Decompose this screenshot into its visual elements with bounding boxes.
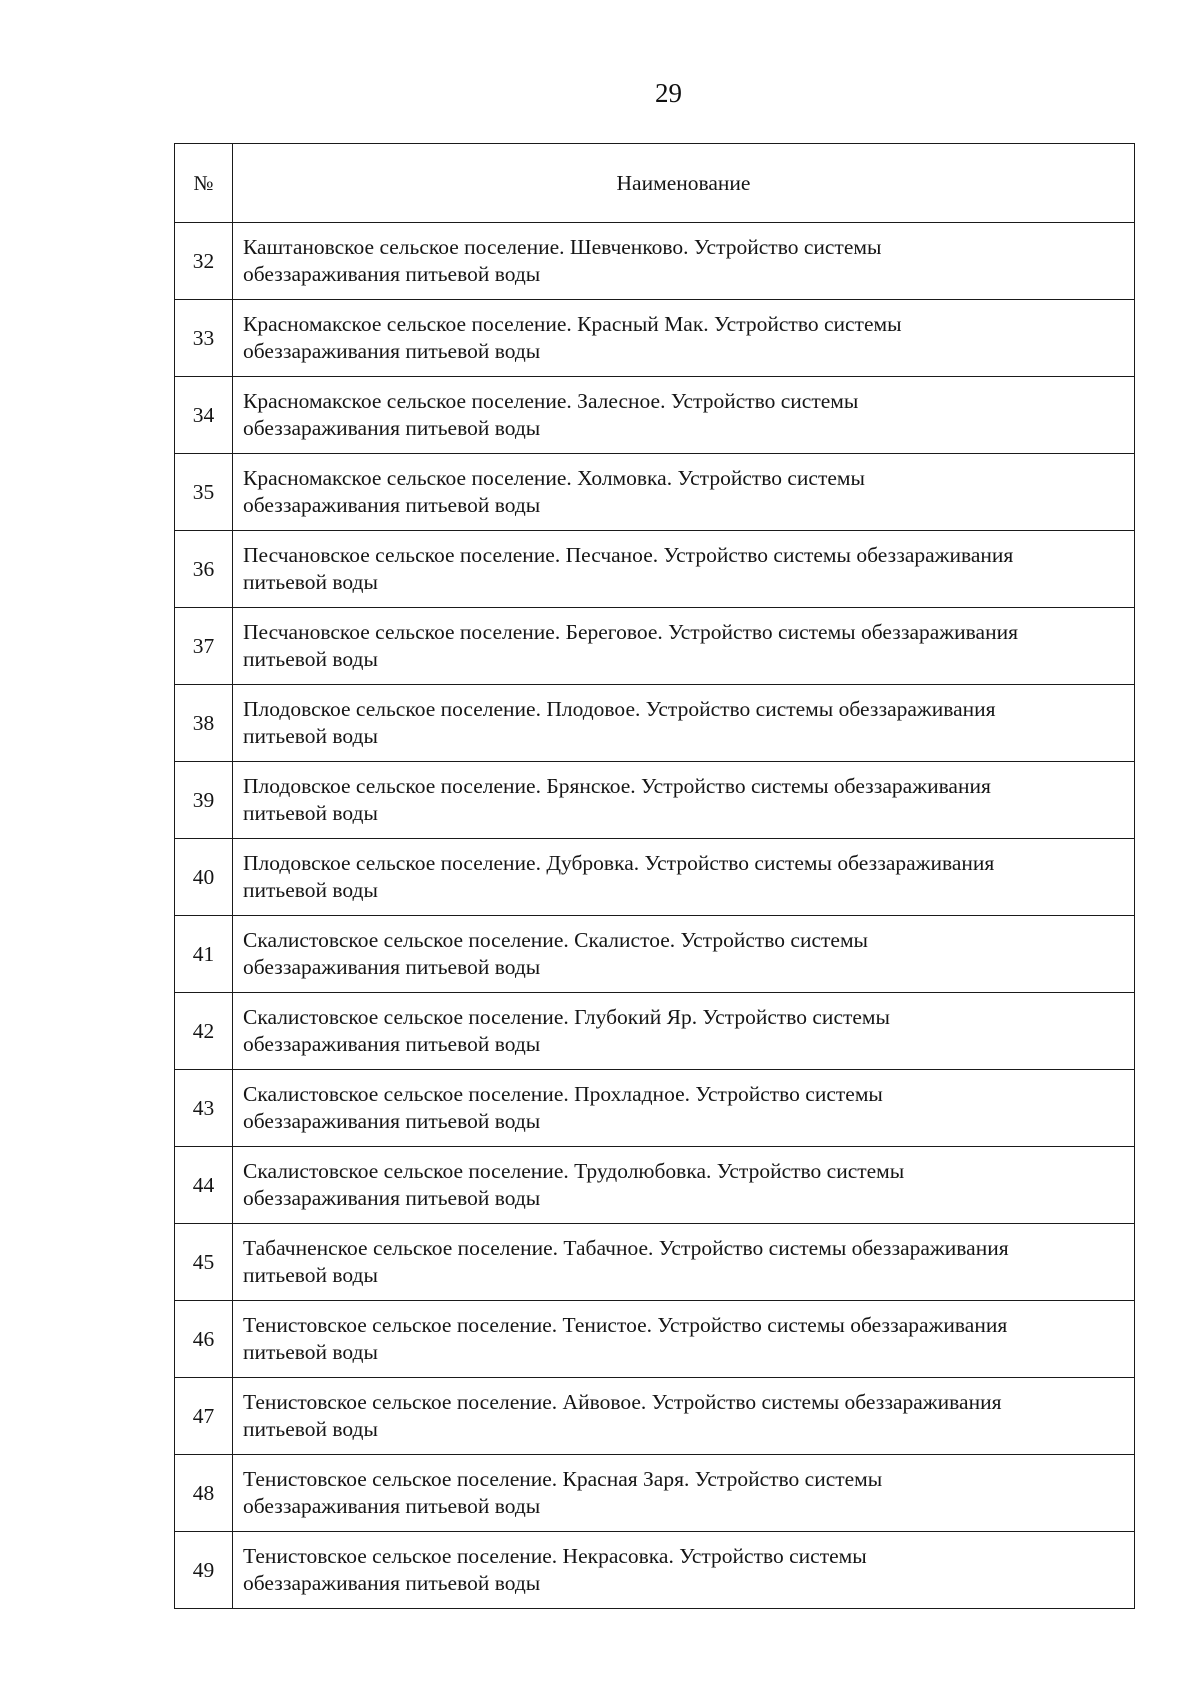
row-name-line1: Красномакское сельское поселение. Красный Мак. Устройство системы — [243, 312, 902, 336]
row-number: 39 — [175, 762, 233, 839]
row-name-line2: питьевой воды — [243, 647, 378, 671]
row-name — [233, 916, 1135, 993]
row-name-line2: питьевой воды — [243, 570, 378, 594]
table-row — [175, 762, 1135, 839]
row-name — [233, 1301, 1135, 1378]
row-name-line1: Красномакское сельское поселение. Залесное. Устройство системы — [243, 389, 859, 413]
row-name-line1: Плодовское сельское поселение. Дубровка. Устройство системы обеззараживания — [243, 851, 995, 875]
row-name — [233, 685, 1135, 762]
table-row — [175, 300, 1135, 377]
row-number: 45 — [175, 1224, 233, 1301]
row-name-line2: обеззараживания питьевой воды — [243, 493, 541, 517]
row-name — [233, 1070, 1135, 1147]
row-name-line1: Песчановское сельское поселение. Песчаное. Устройство системы обеззараживания — [243, 543, 1014, 567]
row-name-line2: обеззараживания питьевой воды — [243, 416, 541, 440]
row-name-line1: Скалистовское сельское поселение. Прохладное. Устройство системы — [243, 1082, 883, 1106]
row-name-line1: Скалистовское сельское поселение. Трудолюбовка. Устройство системы — [243, 1159, 905, 1183]
row-name-line1: Красномакское сельское поселение. Холмовка. Устройство системы — [243, 466, 865, 490]
table-row — [175, 454, 1135, 531]
row-name-line2: обеззараживания питьевой воды — [243, 1494, 541, 1518]
row-name — [233, 1224, 1135, 1301]
row-name — [233, 377, 1135, 454]
table-row — [175, 223, 1135, 300]
row-name-line2: питьевой воды — [243, 1263, 378, 1287]
table-row — [175, 1070, 1135, 1147]
row-number: 35 — [175, 454, 233, 531]
table-row — [175, 608, 1135, 685]
row-name-line2: питьевой воды — [243, 1340, 378, 1364]
row-name-line1: Тенистовское сельское поселение. Айвовое. Устройство системы обеззараживания — [243, 1390, 1002, 1414]
row-name — [233, 1378, 1135, 1455]
row-number: 48 — [175, 1455, 233, 1532]
table-row — [175, 377, 1135, 454]
row-name — [233, 300, 1135, 377]
table-row — [175, 1224, 1135, 1301]
row-number: 41 — [175, 916, 233, 993]
row-name — [233, 223, 1135, 300]
table-header-row — [175, 144, 1135, 223]
row-number: 40 — [175, 839, 233, 916]
row-name-line2: питьевой воды — [243, 801, 378, 825]
row-name — [233, 1147, 1135, 1224]
row-name-line1: Тенистовское сельское поселение. Некрасовка. Устройство системы — [243, 1544, 867, 1568]
row-name-line2: питьевой воды — [243, 878, 378, 902]
page-number: 29 — [655, 78, 682, 108]
table-row — [175, 916, 1135, 993]
table-row — [175, 1378, 1135, 1455]
row-number: 34 — [175, 377, 233, 454]
table-row — [175, 1455, 1135, 1532]
row-name-line2: обеззараживания питьевой воды — [243, 1032, 541, 1056]
row-name-line2: питьевой воды — [243, 724, 378, 748]
row-name — [233, 1532, 1135, 1609]
row-name — [233, 839, 1135, 916]
row-number: 32 — [175, 223, 233, 300]
row-name-line2: обеззараживания питьевой воды — [243, 1186, 541, 1210]
row-number: 38 — [175, 685, 233, 762]
row-name-line1: Песчановское сельское поселение. Береговое. Устройство системы обеззараживания — [243, 620, 1018, 644]
table-row — [175, 531, 1135, 608]
row-name-line2: обеззараживания питьевой воды — [243, 955, 541, 979]
row-number: 33 — [175, 300, 233, 377]
table-row — [175, 1301, 1135, 1378]
row-number: 36 — [175, 531, 233, 608]
row-number: 46 — [175, 1301, 233, 1378]
row-name-line2: питьевой воды — [243, 1417, 378, 1441]
table-row — [175, 685, 1135, 762]
row-name-line1: Тенистовское сельское поселение. Тенистое. Устройство системы обеззараживания — [243, 1313, 1008, 1337]
row-number: 37 — [175, 608, 233, 685]
row-name-line2: обеззараживания питьевой воды — [243, 339, 541, 363]
row-number: 44 — [175, 1147, 233, 1224]
row-name-line1: Скалистовское сельское поселение. Скалистое. Устройство системы — [243, 928, 868, 952]
table-row — [175, 839, 1135, 916]
table-row — [175, 1147, 1135, 1224]
row-name-line2: обеззараживания питьевой воды — [243, 1571, 541, 1595]
row-number: 47 — [175, 1378, 233, 1455]
projects-table — [174, 143, 1135, 1609]
row-name-line2: обеззараживания питьевой воды — [243, 262, 541, 286]
name-column-header: Наименование — [233, 144, 1135, 223]
row-name — [233, 993, 1135, 1070]
row-name — [233, 762, 1135, 839]
row-name — [233, 1455, 1135, 1532]
row-name — [233, 608, 1135, 685]
row-number: 43 — [175, 1070, 233, 1147]
row-name-line1: Тенистовское сельское поселение. Красная Заря. Устройство системы — [243, 1467, 883, 1491]
table-row — [175, 993, 1135, 1070]
row-name-line1: Плодовское сельское поселение. Брянское. Устройство системы обеззараживания — [243, 774, 991, 798]
row-name-line2: обеззараживания питьевой воды — [243, 1109, 541, 1133]
row-name-line1: Табачненское сельское поселение. Табачное. Устройство системы обеззараживания — [243, 1236, 1009, 1260]
row-name-line1: Плодовское сельское поселение. Плодовое. Устройство системы обеззараживания — [243, 697, 996, 721]
row-name-line1: Скалистовское сельское поселение. Глубокий Яр. Устройство системы — [243, 1005, 890, 1029]
row-number: 42 — [175, 993, 233, 1070]
row-number: 49 — [175, 1532, 233, 1609]
row-name — [233, 531, 1135, 608]
table-row — [175, 1532, 1135, 1609]
table-body — [175, 223, 1135, 1609]
row-name-line1: Каштановское сельское поселение. Шевченково. Устройство системы — [243, 235, 882, 259]
number-column-header: № — [175, 144, 233, 223]
row-name — [233, 454, 1135, 531]
